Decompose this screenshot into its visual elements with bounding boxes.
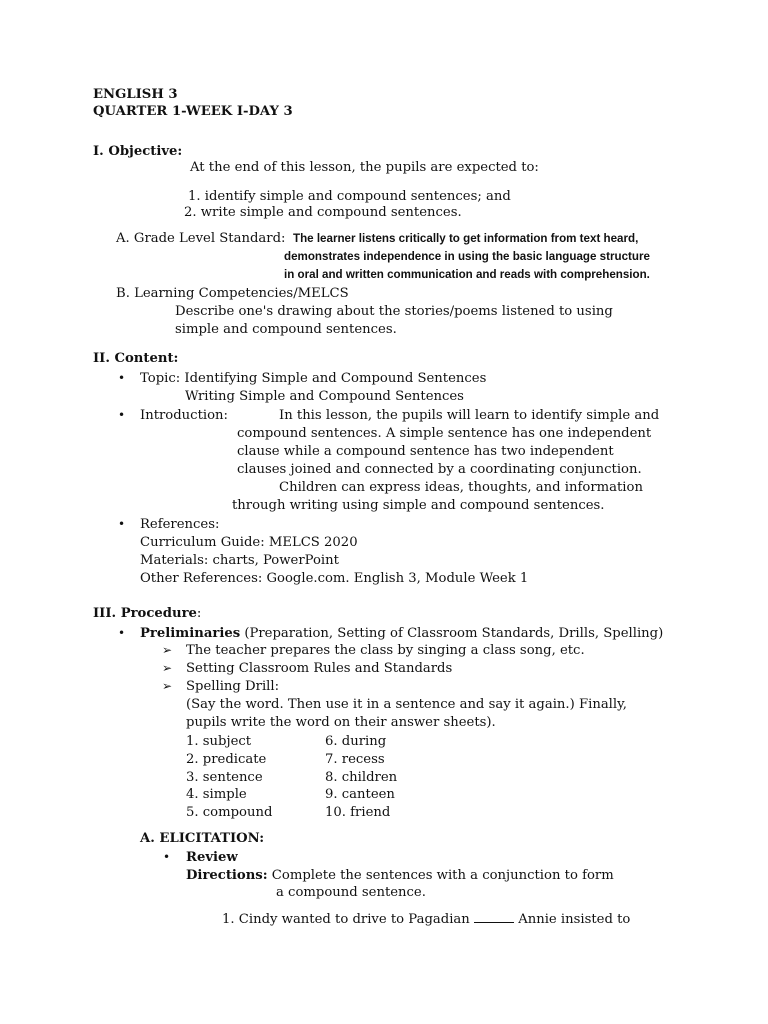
spelling-word-10: 10. friend	[325, 805, 391, 820]
directions-row	[186, 867, 614, 884]
exercise-1-part-b: Annie insisted to	[518, 912, 631, 927]
competencies-label: B. Learning Competencies/MELCS	[116, 286, 349, 301]
introduction-line-6: through writing using simple and compound sentences.	[232, 498, 605, 513]
review-label: Review	[186, 850, 238, 865]
arrow-item-2: Setting Classroom Rules and Standards	[186, 661, 453, 676]
arrow-item-3: Spelling Drill:	[186, 679, 280, 694]
bullet-icon: •	[118, 626, 126, 640]
grade-level-text-1: The learner listens critically to get information from text heard,	[293, 232, 639, 245]
arrow-item-1: The teacher prepares the class by singing a class song, etc.	[186, 643, 585, 658]
references-label: References:	[140, 517, 220, 532]
references-line-3: Other References: Google.com. English 3, Module Week 1	[140, 571, 529, 586]
preliminaries-row	[140, 625, 663, 642]
exercise-1	[222, 911, 630, 928]
subject-title: ENGLISH 3	[93, 87, 178, 102]
spelling-word-9: 9. canteen	[325, 787, 395, 802]
directions-label: Directions:	[186, 868, 268, 883]
arrow-bullet-icon: ➢	[162, 643, 173, 657]
objective-item-2: 2. write simple and compound sentences.	[184, 205, 462, 220]
arrow-bullet-icon: ➢	[162, 661, 173, 675]
introduction-line-3: clause while a compound sentence has two independent	[237, 444, 614, 459]
elicitation-heading: A. ELICITATION:	[140, 831, 265, 846]
spelling-word-7: 7. recess	[325, 752, 385, 767]
spelling-word-1: 1. subject	[186, 734, 252, 749]
spelling-word-2: 2. predicate	[186, 752, 267, 767]
topic-label: Topic: Identifying Simple and Compound Sentences	[140, 371, 487, 386]
objective-item-1: 1. identify simple and compound sentences; and	[188, 189, 511, 204]
procedure-heading: III. Procedure	[93, 606, 197, 621]
bullet-icon: •	[118, 371, 126, 385]
references-line-2: Materials: charts, PowerPoint	[140, 553, 339, 568]
grade-level-label: A. Grade Level Standard:	[116, 231, 286, 246]
competencies-text-1: Describe one's drawing about the stories/poems listened to using	[175, 304, 613, 319]
spelling-word-8: 8. children	[325, 770, 398, 785]
spelling-word-3: 3. sentence	[186, 770, 263, 785]
introduction-line-1: In this lesson, the pupils will learn to identify simple and	[279, 408, 660, 423]
references-line-1: Curriculum Guide: MELCS 2020	[140, 535, 358, 550]
preliminaries-label: Preliminaries	[140, 626, 241, 641]
bullet-icon: •	[118, 517, 126, 531]
objective-heading: I. Objective:	[93, 144, 183, 159]
spelling-word-4: 4. simple	[186, 787, 247, 802]
bullet-icon: •	[163, 850, 171, 864]
introduction-line-2: compound sentences. A simple sentence has one independent	[237, 426, 652, 441]
quarter-title: QUARTER 1-WEEK I-DAY 3	[93, 104, 293, 119]
introduction-label: Introduction:	[140, 408, 228, 423]
directions-text: Complete the sentences with a conjunction to form	[267, 868, 614, 883]
spelling-word-6: 6. during	[325, 734, 387, 749]
content-heading: II. Content:	[93, 351, 179, 366]
introduction-line-4: clauses joined and connected by a coordinating conjunction.	[237, 462, 642, 477]
procedure-heading-row	[93, 605, 201, 622]
exercise-1-part-a: 1. Cindy wanted to drive to Pagadian	[222, 912, 470, 927]
grade-level-text-3: in oral and written communication and reads with comprehension.	[284, 268, 650, 281]
spelling-word-5: 5. compound	[186, 805, 273, 820]
procedure-heading-colon: :	[196, 606, 202, 621]
objective-intro: At the end of this lesson, the pupils are expected to:	[190, 160, 539, 175]
spelling-note-1: (Say the word. Then use it in a sentence and say it again.) Finally,	[186, 697, 628, 712]
bullet-icon: •	[118, 408, 126, 422]
exercise-1-blank[interactable]	[474, 911, 514, 923]
grade-level-text-2: demonstrates independence in using the basic language structure	[284, 250, 650, 263]
arrow-bullet-icon: ➢	[162, 679, 173, 693]
preliminaries-text: (Preparation, Setting of Classroom Standards, Drills, Spelling)	[240, 626, 664, 641]
introduction-line-5: Children can express ideas, thoughts, and information	[279, 480, 643, 495]
spelling-note-2: pupils write the word on their answer sheets).	[186, 715, 496, 730]
topic-line-2: Writing Simple and Compound Sentences	[185, 389, 464, 404]
competencies-text-2: simple and compound sentences.	[175, 322, 397, 337]
directions-line-2: a compound sentence.	[276, 885, 426, 900]
